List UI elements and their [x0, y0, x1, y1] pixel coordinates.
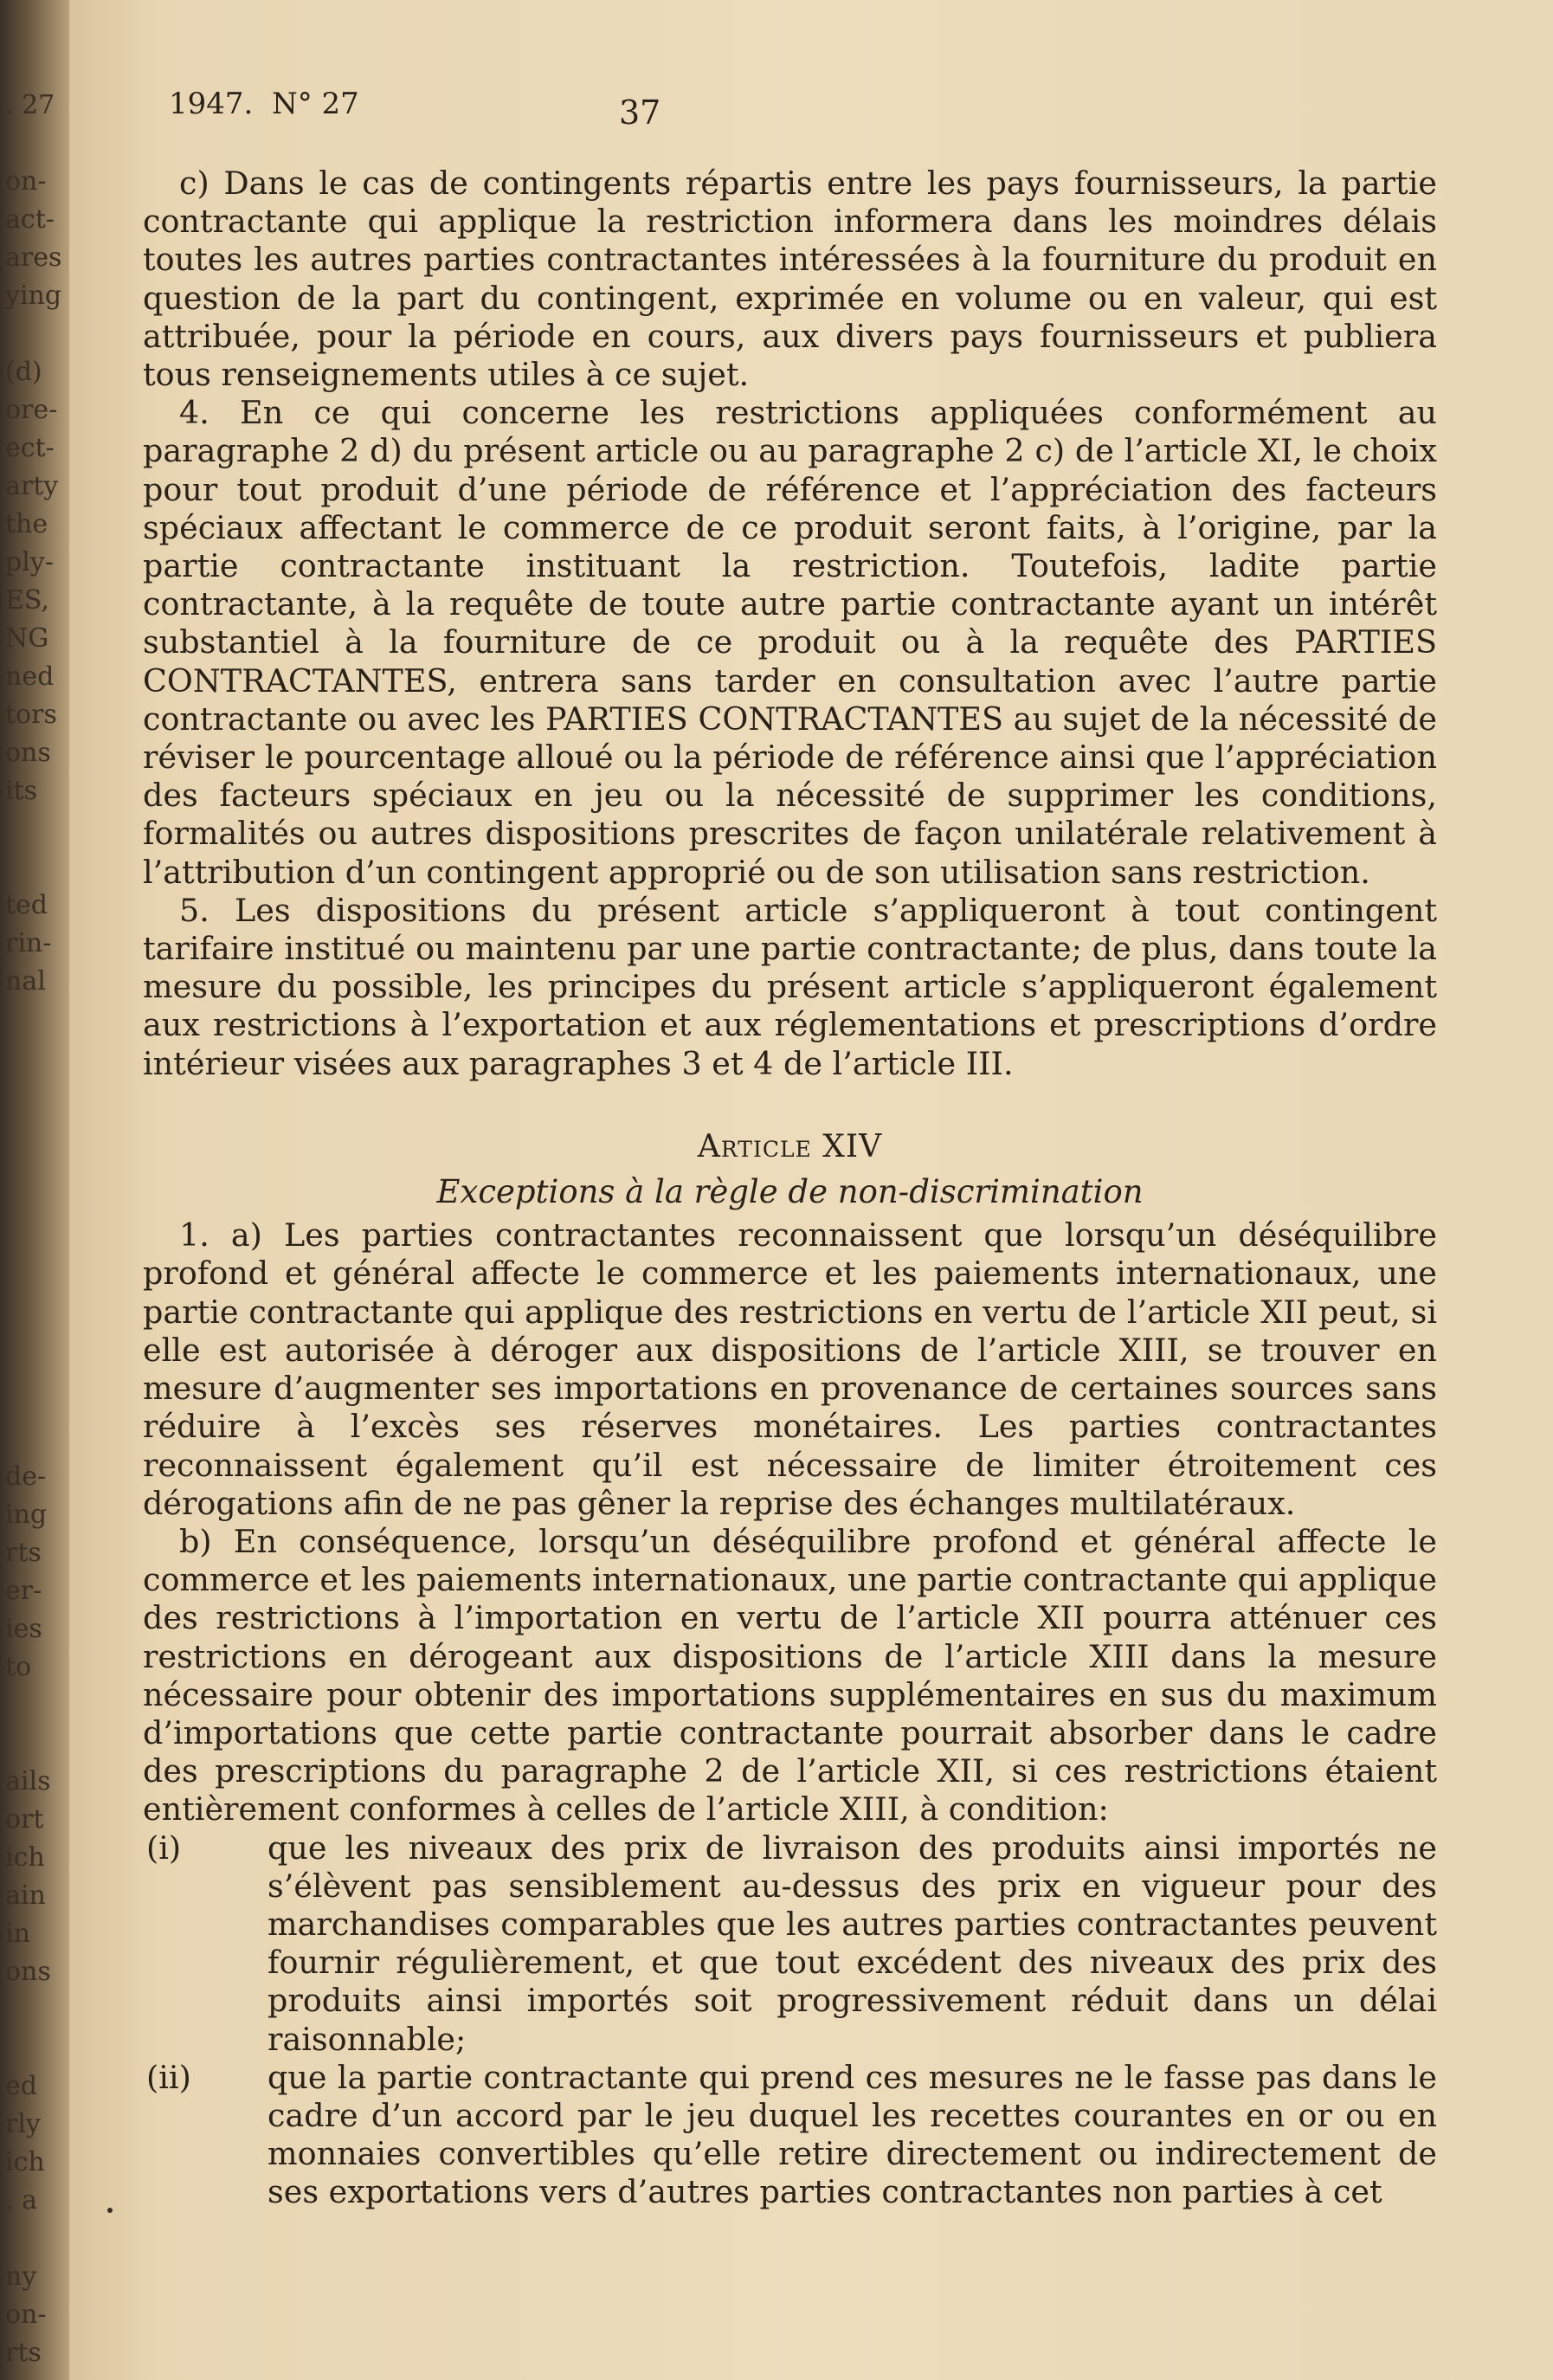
facing-fragment: [5, 1725, 74, 1763]
page-number: 37: [619, 94, 661, 132]
facing-fragment: on-: [5, 166, 47, 197]
facing-fragment: ES,: [5, 585, 49, 616]
condition-item-ii: [143, 2059, 1437, 2212]
facing-fragment: act-: [5, 204, 55, 235]
facing-fragment: ich: [5, 2147, 45, 2177]
facing-fragment: ore-: [5, 395, 58, 425]
facing-fragment: [5, 1039, 74, 1077]
facing-fragment: [5, 1001, 74, 1039]
facing-fragment: [5, 2220, 74, 2258]
facing-fragment: ect-: [5, 433, 55, 463]
facing-fragment: nal: [5, 966, 46, 997]
facing-fragment: in: [5, 1919, 30, 1949]
facing-fragment: [5, 848, 74, 887]
facing-fragment: [5, 1382, 74, 1420]
facing-fragment: [5, 1267, 74, 1306]
facing-fragment: rts: [5, 2338, 42, 2368]
facing-fragment: ares: [5, 242, 62, 273]
condition-text: que les niveaux des prix de livraison des produits ainsi importés ne s’élèvent pas sensiblement au-dessus des prix en vigueur pour des marchandises comparables que les autres parties contractantes peuvent fournir régulièrement, et que tout excédent des niveaux des prix des produits ainsi importés soit progressivement réduit dans un délai raisonnable;: [267, 1829, 1437, 2058]
facing-fragment: er-: [5, 1576, 42, 1606]
header-year: 1947.: [169, 87, 254, 121]
facing-fragment: [5, 315, 74, 353]
article-heading: Article XIV: [697, 1128, 883, 1164]
facing-fragment: ned: [5, 661, 55, 692]
facing-fragment: [5, 1420, 74, 1458]
condition-label: (i): [146, 1829, 182, 1867]
facing-fragment: [5, 1991, 74, 2029]
header-year-issue: [169, 87, 359, 121]
article-title: Exceptions à la règle de non-discrimination: [436, 1173, 1144, 1211]
facing-fragment: ich: [5, 1842, 45, 1873]
facing-fragment: [5, 810, 74, 848]
facing-fragment: ply-: [5, 547, 54, 577]
facing-fragment: tors: [5, 700, 57, 730]
facing-fragment: [5, 1306, 74, 1344]
facing-fragment: [5, 1153, 74, 1191]
page-header: [169, 87, 1433, 139]
article-paragraph-1b: b) En conséquence, lorsqu’un déséquilibre profond et général affecte le commerce et les paiements internationaux, une partie contractante qui applique des restrictions à l’importation en vertu de l’article XII pourra atténuer ces restrictions en dérogeant aux dispositions de l’article XIII dans la mesure nécessaire pour obtenir des importations supplémentaires en sus du maximum d’importations que cette partie contractante pourrait absorber dans le cadre des prescriptions du paragraphe 2 de l’article XII, si ces restrictions étaient entièrement conformes à celles de l’article XIII, à condition:: [143, 1522, 1437, 1829]
facing-fragment: [5, 1191, 74, 1229]
facing-fragment: arty: [5, 471, 59, 501]
facing-fragment: [5, 1115, 74, 1153]
facing-fragment: its: [5, 776, 38, 806]
facing-fragment: [5, 1229, 74, 1267]
facing-fragment: rly: [5, 2109, 41, 2139]
margin-dot: [107, 2208, 113, 2213]
facing-fragment: to: [5, 1652, 32, 1682]
facing-fragment: [5, 2029, 74, 2067]
facing-fragment: . a: [5, 2185, 37, 2216]
facing-fragment: ain: [5, 1880, 46, 1911]
article-paragraph-1a: 1. a) Les parties contractantes reconnaissent que lorsqu’un déséquilibre profond et général affecte le commerce et les paiements internationaux, une partie contractante qui applique des restrictions en vertu de l’article XII peut, si elle est autorisée à déroger aux dispositions de l’article XIII, se trouver en mesure d’augmenter ses importations en provenance de certaines sources sans réduire à l’excès ses réserves monétaires. Les parties contractantes reconnaissent également qu’il est nécessaire de limiter étroitement ces dérogations afin de ne pas gêner la reprise des échanges multilatéraux.: [143, 1216, 1437, 1522]
facing-fragment: ed: [5, 2071, 37, 2101]
facing-fragment: [5, 125, 74, 163]
facing-fragment: ons: [5, 1957, 51, 1987]
condition-text: que la partie contractante qui prend ces mesures ne le fasse pas dans le cadre d’un accord par le jeu duquel les recettes courantes en or ou en monnaies convertibles qu’elle retire directement ou indirectement de ses exportations vers d’autres parties contractantes non parties à cet: [267, 2058, 1437, 2211]
condition-item-i: [143, 1829, 1437, 2059]
facing-fragment: ny: [5, 2261, 37, 2292]
facing-fragment: the: [5, 509, 48, 539]
condition-label: (ii): [146, 2058, 191, 2096]
paragraph-4: 4. En ce qui concerne les restrictions appliquées conformément au paragraphe 2 d) du présent article ou au paragraphe 2 c) de l’article XI, le choix pour tout produit d’une période de référence et l’appréciation des facteurs spéciaux affectant le commerce de ce produit seront faits, à l’origine, par la partie contractante instituant la restriction. Toutefois, ladite partie contractante, à la requête de toute autre partie contractante ayant un intérêt substantiel à la fourniture de ce produit ou à la requête des PARTIES CONTRACTANTES, entrera sans tarder en consultation avec l’autre partie contractante ou avec les PARTIES CONTRACTANTES au sujet de la nécessité de réviser le pourcentage alloué ou la période de référence ainsi que l’appréciation des facteurs spéciaux en jeu ou la nécessité de supprimer les conditions, formalités ou autres dispositions prescrites de façon unilatérale relativement à l’attribution d’un contingent approprié ou de son utilisation sans restriction.: [143, 394, 1437, 891]
facing-fragment: [5, 1687, 74, 1725]
paragraph-3c: c) Dans le cas de contingents répartis entre les pays fournisseurs, la partie contractante qui applique la restriction informera dans les moindres délais toutes les autres parties contractantes intéressées à la fourniture du produit en question de la part du contingent, exprimée en volume ou en valeur, qui est attribuée, pour la période en cours, aux divers pays fournisseurs et publiera tous renseignements utiles à ce sujet.: [143, 164, 1437, 394]
facing-fragment: . 27: [5, 90, 55, 120]
page-body: [143, 164, 1437, 2212]
facing-fragment: ons: [5, 738, 51, 768]
facing-fragment: [5, 1077, 74, 1115]
facing-fragment: rin-: [5, 928, 52, 958]
facing-fragment: ails: [5, 1766, 51, 1796]
facing-fragment: [5, 1344, 74, 1382]
facing-fragment: rts: [5, 1538, 42, 1568]
facing-fragment: on-: [5, 2299, 47, 2330]
facing-fragment: ying: [5, 281, 62, 311]
header-issue: N° 27: [271, 87, 359, 121]
facing-fragment: NG: [5, 623, 49, 654]
facing-fragment: ies: [5, 1614, 42, 1644]
facing-fragment: ort: [5, 1804, 44, 1835]
facing-fragment: de-: [5, 1461, 47, 1492]
facing-fragment: ing: [5, 1500, 48, 1530]
facing-fragment: (d): [5, 357, 42, 387]
paragraph-5: 5. Les dispositions du présent article s’appliqueront à tout contingent tarifaire institué ou maintenu par une partie contractante; de plus, dans toute la mesure du possible, les principes du présent article s’appliqueront également aux restrictions à l’exportation et aux réglementations et prescriptions d’ordre intérieur visées aux paragraphes 3 et 4 de l’article III.: [143, 891, 1437, 1082]
facing-page-margin-text: [5, 87, 74, 2372]
facing-fragment: ted: [5, 890, 48, 920]
